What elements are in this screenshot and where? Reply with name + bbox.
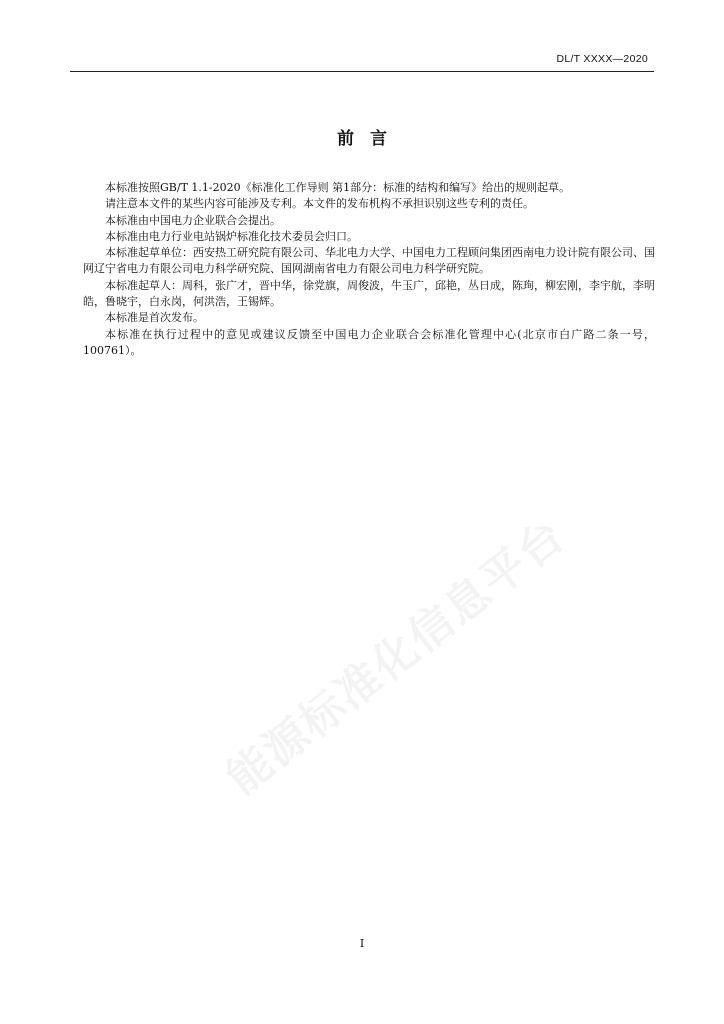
page-title	[0, 124, 724, 149]
title-char-2: 言	[370, 129, 387, 149]
watermark: 能源标准化信息平台	[217, 509, 575, 805]
foreword-body	[83, 180, 655, 359]
page-number: I	[359, 937, 365, 950]
title-char-1: 前	[337, 129, 354, 149]
paragraph-technical-committee: 本标准由电力行业电站锅炉标准化技术委员会归口。	[105, 229, 358, 243]
paragraph-patent-notice: 请注意本文件的某些内容可能涉及专利。本文件的发布机构不承担识别这些专利的责任。	[105, 197, 534, 211]
paragraph-drafting-units: 本标准起草单位：西安热工研究院有限公司、华北电力大学、中国电力工程顾问集团西南电力设计院有限公司、国网辽宁省电力有限公司电力科学研究院、国网湖南省电力有限公司电力科学研究院。	[83, 246, 655, 276]
document-code: DL/T XXXX—2020	[556, 53, 648, 65]
paragraph-first-release: 本标准是首次发布。	[105, 311, 204, 325]
paragraph-drafting-rules: 本标准按照GB/T 1.1-2020《标准化工作导则 第1部分：标准的结构和编写》给出的规则起草。	[105, 181, 571, 194]
paragraph-proposer: 本标准由中国电力企业联合会提出。	[105, 213, 281, 227]
header-divider	[70, 71, 654, 72]
paragraph-feedback: 本标准在执行过程中的意见或建议反馈至中国电力企业联合会标准化管理中心(北京市白广路二条一号，100761）。	[83, 327, 655, 357]
paragraph-drafters: 本标准起草人：周科，张广才，晋中华，徐党旗，周俊波，牛玉广，邱艳，丛日成，陈珣，柳宏刚，李宇航，李明皓，鲁晓宇，白永岗，何洪浩，王锡辉。	[83, 278, 655, 309]
